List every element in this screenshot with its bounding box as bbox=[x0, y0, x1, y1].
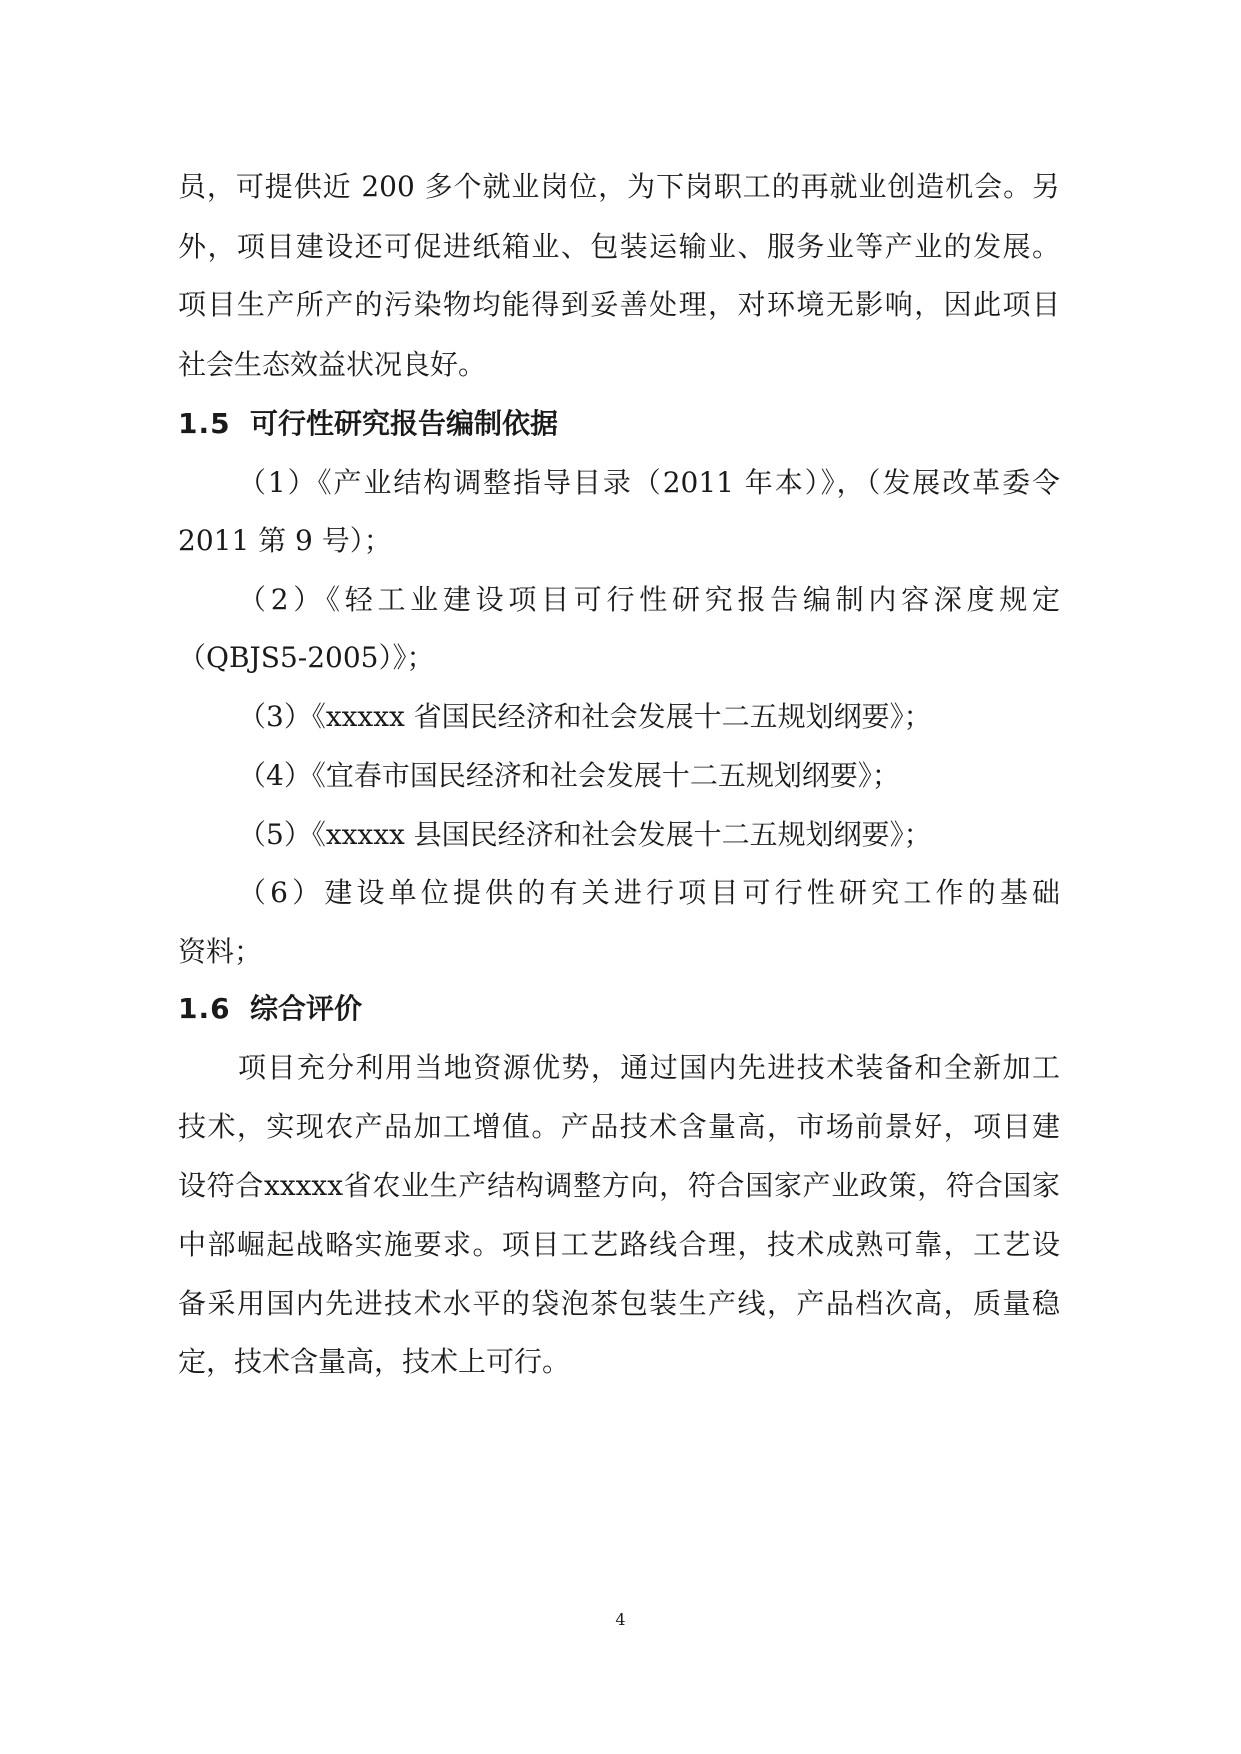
reference-item: （5）《xxxxx 县国民经济和社会发展十二五规划纲要》； bbox=[238, 818, 932, 851]
section-title: 综合评价 bbox=[250, 992, 363, 1025]
section-heading bbox=[178, 404, 558, 444]
body-text-line: 员，可提供近 200 多个就业岗位，为下岗职工的再就业创造机会。另 bbox=[178, 170, 1060, 203]
body-text-line: 项目充分利用当地资源优势，通过国内先进技术装备和全新加工 bbox=[238, 1051, 1060, 1084]
reference-item: （3）《xxxxx 省国民经济和社会发展十二五规划纲要》； bbox=[238, 700, 932, 733]
body-text-line: 设符合xxxxx省农业生产结构调整方向，符合国家产业政策，符合国家 bbox=[178, 1169, 1060, 1202]
page-number: 4 bbox=[615, 1610, 626, 1629]
section-title: 可行性研究报告编制依据 bbox=[250, 407, 559, 440]
body-text-line: 技术，实现农产品加工增值。产品技术含量高，市场前景好，项目建 bbox=[178, 1110, 1060, 1143]
section-number: 1.6 bbox=[178, 992, 231, 1025]
reference-item: 资料； bbox=[178, 935, 263, 968]
reference-item: （QBJS5-2005）》； bbox=[178, 641, 435, 674]
reference-item: （6）建设单位提供的有关进行项目可行性研究工作的基础 bbox=[238, 876, 1060, 909]
reference-item: 2011 第 9 号）； bbox=[178, 524, 392, 557]
body-text-line: 备采用国内先进技术水平的袋泡茶包装生产线，产品档次高，质量稳 bbox=[178, 1287, 1060, 1320]
reference-item: （4）《宜春市国民经济和社会发展十二五规划纲要》； bbox=[238, 759, 900, 792]
section-number: 1.5 bbox=[178, 407, 231, 440]
body-text-line: 外，项目建设还可促进纸箱业、包装运输业、服务业等产业的发展。 bbox=[178, 230, 1060, 263]
section-heading bbox=[178, 989, 362, 1029]
body-text-line: 中部崛起战略实施要求。项目工艺路线合理，技术成熟可靠，工艺设 bbox=[178, 1228, 1060, 1261]
body-text-line: 定，技术含量高，技术上可行。 bbox=[178, 1345, 571, 1378]
body-text-line: 社会生态效益状况良好。 bbox=[178, 348, 487, 381]
reference-item: （1）《产业结构调整指导目录（2011 年本）》，（发展改革委令 bbox=[238, 466, 1060, 499]
body-text-line: 项目生产所产的污染物均能得到妥善处理，对环境无影响，因此项目 bbox=[178, 288, 1060, 321]
reference-item: （2）《轻工业建设项目可行性研究报告编制内容深度规定 bbox=[238, 583, 1060, 616]
